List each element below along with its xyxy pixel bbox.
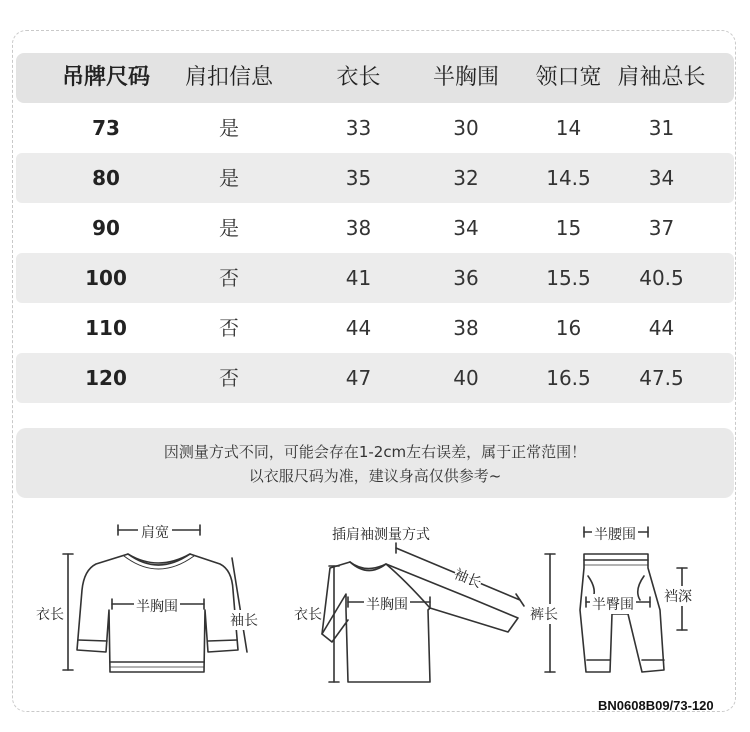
table-cell: 41 (345, 266, 372, 290)
table-row (16, 303, 734, 353)
table-row (16, 103, 734, 153)
note-line-1: 因测量方式不同，可能会存在1-2cm左右误差，属于正常范围！ (163, 443, 587, 461)
table-cell: 36 (453, 266, 479, 290)
table-cell: 34 (648, 166, 675, 190)
label-raglan-length: 衣长 (294, 604, 322, 624)
size-table (16, 53, 734, 403)
table-cell: 90 (92, 216, 120, 240)
header-shoulder-sleeve: 肩袖总长 (617, 65, 706, 90)
table-cell: 是 (219, 216, 239, 240)
table-cell: 80 (92, 166, 120, 190)
label-shoulder-width: 肩宽 (138, 522, 172, 542)
table-cell: 44 (648, 316, 675, 340)
table-cell: 是 (219, 166, 239, 190)
label-sweater-chest: 半胸围 (134, 596, 180, 616)
table-cell: 是 (219, 116, 239, 140)
table-cell: 38 (453, 316, 479, 340)
table-cell: 31 (648, 116, 675, 140)
label-raglan-sleeve: 袖长 (451, 563, 484, 592)
table-cell: 35 (345, 166, 372, 190)
table-cell: 40.5 (639, 266, 684, 290)
table-row (16, 153, 734, 203)
product-code: BN0608B09/73-120 (598, 698, 714, 713)
table-cell: 33 (345, 116, 372, 140)
header-tag-size: 吊牌尺码 (61, 65, 150, 90)
label-pants-waist: 半腰围 (592, 524, 638, 544)
table-cell: 否 (219, 266, 239, 290)
label-pants-hip: 半臀围 (590, 594, 636, 614)
table-cell: 15 (555, 216, 582, 240)
table-cell: 14.5 (546, 166, 591, 190)
table-cell: 15.5 (546, 266, 591, 290)
table-cell: 否 (219, 366, 239, 390)
table-cell: 37 (648, 216, 675, 240)
table-cell: 120 (85, 366, 127, 390)
table-cell: 30 (453, 116, 479, 140)
label-raglan-title: 插肩袖测量方式 (332, 527, 430, 543)
table-cell: 47.5 (639, 366, 684, 390)
label-raglan-chest: 半胸围 (364, 594, 410, 614)
header-length: 衣长 (336, 65, 381, 90)
header-shoulder-button: 肩扣信息 (184, 65, 273, 90)
table-cell: 16 (555, 316, 582, 340)
table-cell: 73 (92, 116, 120, 140)
table-cell: 47 (345, 366, 372, 390)
label-sweater-sleeve: 袖长 (230, 610, 258, 630)
table-cell: 32 (453, 166, 479, 190)
label-pants-rise: 裆深 (664, 586, 692, 606)
header-half-chest: 半胸围 (432, 65, 499, 90)
table-cell: 否 (219, 316, 239, 340)
header-neck-width: 领口宽 (535, 65, 602, 90)
table-cell: 16.5 (546, 366, 591, 390)
table-cell: 14 (555, 116, 582, 140)
table-cell: 34 (453, 216, 479, 240)
table-cell: 100 (85, 266, 127, 290)
table-row (16, 203, 734, 253)
table-cell: 44 (345, 316, 372, 340)
table-cell: 38 (345, 216, 372, 240)
measurement-diagrams (0, 510, 750, 710)
label-sweater-length: 衣长 (36, 607, 64, 623)
label-pants-length: 裤长 (530, 604, 558, 624)
measurement-note (16, 428, 734, 498)
raglan-illustration (322, 543, 524, 682)
table-row (16, 353, 734, 403)
table-cell: 40 (453, 366, 479, 390)
table-cell: 110 (85, 316, 127, 340)
note-line-2: 以衣服尺码为准，建议身高仅供参考~ (248, 467, 502, 485)
table-row (16, 253, 734, 303)
table-header (16, 53, 734, 103)
